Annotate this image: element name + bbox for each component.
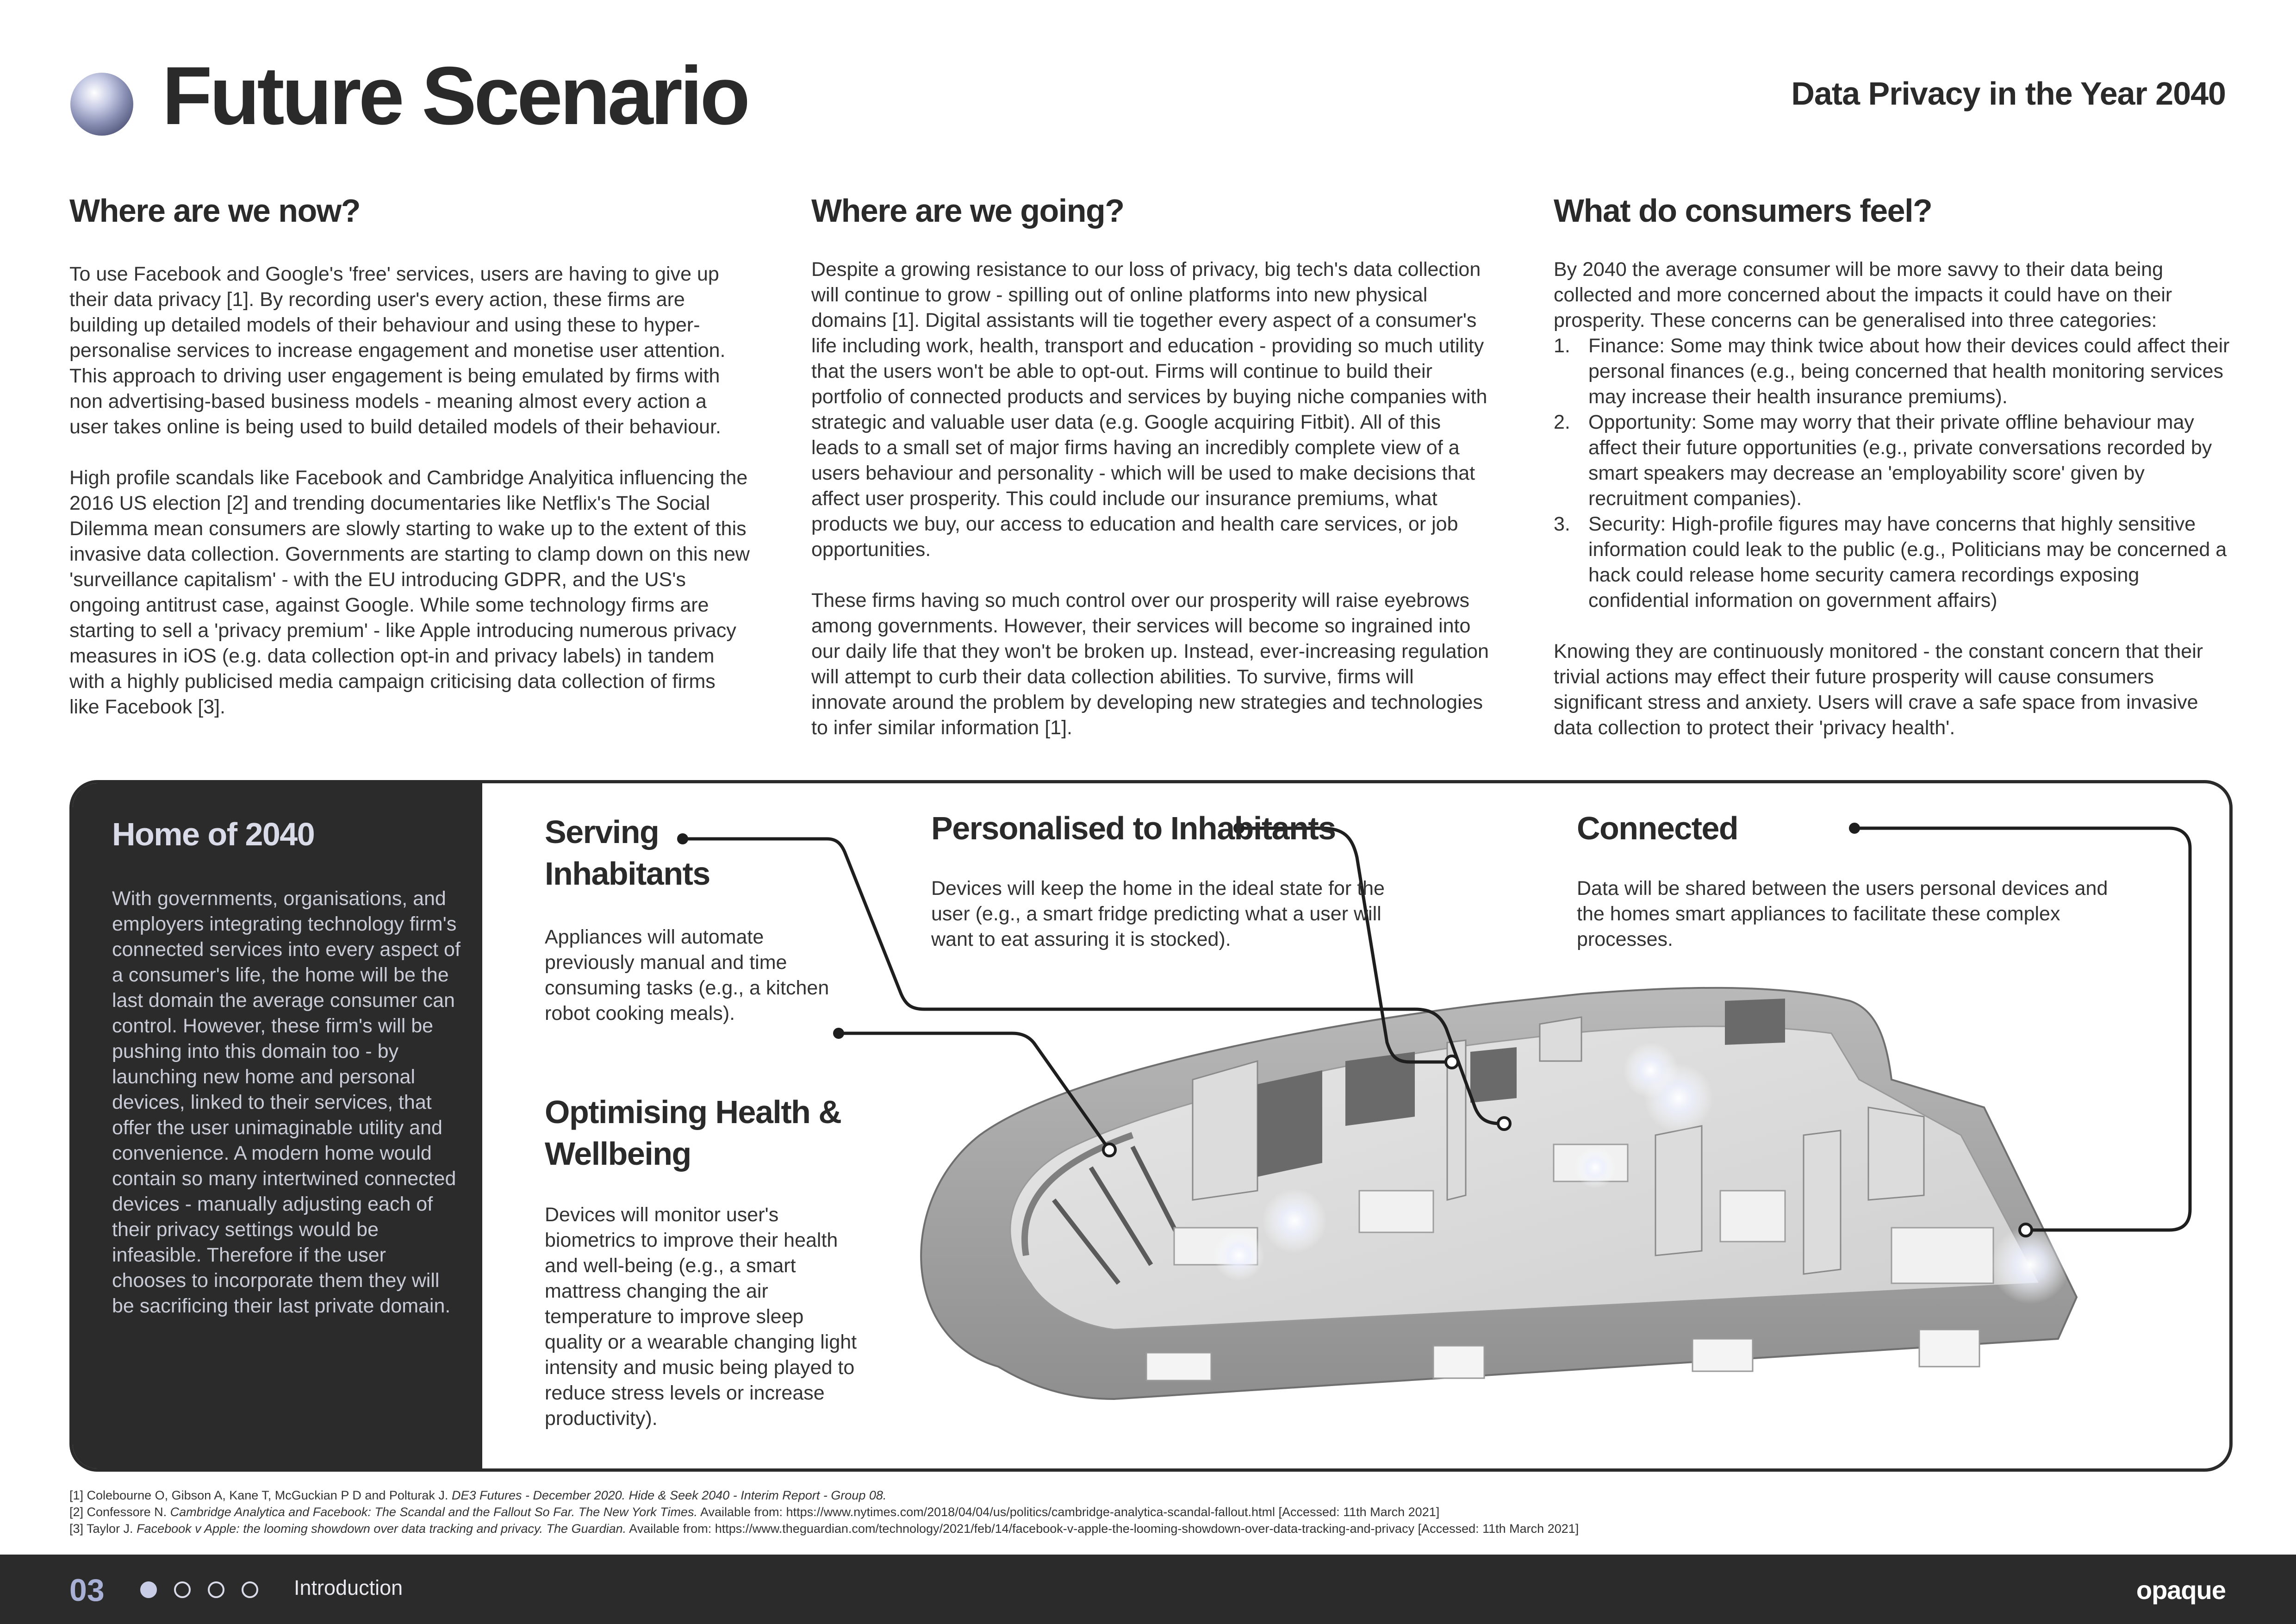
paragraph: Despite a growing resistance to our loss of privacy, big tech's data collection will continue to grow - spilling out of online platforms into new physical domains [1]. Digital assistants will tie together every aspect of a consumer's life including work, health, transport and education - providing so much utility that the users won't be able to opt-out. Firms will continue to build their portfolio of connected products and services by buying niche companies with strategic and valuable user data (e.g. Google acquiring Fitbit). All of this leads to a small set of major firms having an incredibly complete view of a users behaviour and personality - which will be used to make decisions that affect user prosperity. This could include our insurance premiums, what products we buy, our access to education and health care services, or job opportunities. bbox=[811, 258, 1487, 561]
paragraph: High profile scandals like Facebook and Cambridge Analyitica influencing the 2016 US election [2] and trending documentaries like Netflix's The Social Dilemma mean consumers are slowly starting to wake up to the extent of this invasive data collection. Governments are starting to clamp down on this new 'surveillance capitalism' - with the EU introducing GDPR, and the US's ongoing antitrust case, against Google. While some technology firms are starting to sell a 'privacy premium' - like Apple introducing numerous privacy measures in iOS (e.g. data collection opt-in and privacy labels) in tandem with a highly publicised media campaign criticising data collection of firms like Facebook [3]. bbox=[69, 467, 750, 718]
reference-item: [1] Colebourne O, Gibson A, Kane T, McGuckian P D and Polturak J. DE3 Futures - December 2020. Hide & Seek 2040 - Interim Report - Group 08. bbox=[69, 1488, 887, 1502]
paragraph: Knowing they are continuously monitored - the constant concern that their trivial actions may effect their future prosperity will cause consumers significant stress and anxiety. Users will crave a safe space from invasive data collection to protect their 'privacy health'. bbox=[1554, 640, 2203, 739]
list-item: 3. Security: High-profile figures may have concerns that highly sensitive information could leak to the public (e.g., Politicians may be concerned a hack could release home security camera recordings exposing confidential information on government affairs) bbox=[1554, 513, 2227, 612]
column-body-feel bbox=[1554, 257, 2234, 741]
feature-body-personalised: Devices will keep the home in the ideal state for the user (e.g., a smart fridge predicting what a user will want to eat assuring it is stocked). bbox=[931, 877, 1385, 950]
reference-item: [3] Taylor J. Facebook v Apple: the looming showdown over data tracking and privacy. The Guardian. Available from: https://www.theguardian.com/technology/2021/feb/14/facebook-v-apple-the-looming-showdown-over-data-tracking-and-privacy [Accessed: 11th March 2021] bbox=[69, 1522, 1579, 1536]
home-description: With governments, organisations, and employers integrating technology firm's connected services into every aspect of a consumer's life, the home will be the last domain the average consumer can control. However, these firm's will be pushing into this domain too - by launching new home and personal devices, linked to their services, that offer the user unimaginable utility and convenience. A modern home would contain so many intertwined connected devices - manually adjusting each of their privacy settings would be infeasible. Therefore if the user chooses to incorporate them they will be sacrificing their last private domain. bbox=[112, 887, 460, 1317]
page-subtitle: Data Privacy in the Year 2040 bbox=[1791, 75, 2226, 112]
progress-dot[interactable] bbox=[242, 1581, 258, 1598]
feature-title-serving: Serving Inhabitants bbox=[545, 814, 710, 892]
feature-body-connected: Data will be shared between the users personal devices and the homes smart appliances to facilitate these complex processes. bbox=[1577, 877, 2108, 950]
list-item: 1. Finance: Some may think twice about how their devices could affect their personal finances (e.g., being concerned that health monitoring services may increase their health insurance premiums). bbox=[1554, 335, 2230, 408]
progress-dot[interactable] bbox=[174, 1581, 191, 1598]
page-title: Future Scenario bbox=[162, 50, 748, 142]
column-body-going bbox=[811, 257, 1492, 766]
orb-logo-icon bbox=[69, 72, 134, 137]
concern-list bbox=[1554, 333, 2234, 613]
references bbox=[69, 1487, 1579, 1537]
feature-title-personalised: Personalised to Inhabitants bbox=[931, 810, 1336, 846]
feature-body-serving: Appliances will automate previously manual and time consuming tasks (e.g., a kitchen robot cooking meals). bbox=[545, 926, 829, 1024]
feature-title-connected: Connected bbox=[1577, 810, 1738, 846]
reference-item: [2] Confessore N. Cambridge Analytica and Facebook: The Scandal and the Fallout So Far. The New York Times. Available from: https://www.nytimes.com/2018/04/04/us/politics/cambridge-analytica-scandal-fallout.html [Accessed: 11th March 2021] bbox=[69, 1505, 1440, 1519]
column-heading-feel: What do consumers feel? bbox=[1554, 193, 1932, 229]
feature-title-optimising: Optimising Health & Wellbeing bbox=[545, 1094, 841, 1172]
progress-dot[interactable] bbox=[208, 1581, 224, 1598]
section-label: Introduction bbox=[294, 1576, 403, 1599]
paragraph: To use Facebook and Google's 'free' services, users are having to give up their data privacy [1]. By recording user's every action, these firms are building up detailed models of their behaviour and using these to hyper-personalise services to increase engagement and monetise user attention. This approach to driving user engagement is being emulated by firms with non advertising-based business models - meaning almost every action a user takes online is being used to build detailed models of their behaviour. bbox=[69, 263, 726, 438]
column-body-now bbox=[69, 262, 750, 745]
house-model bbox=[921, 988, 2077, 1399]
paragraph: These firms having so much control over our prosperity will raise eyebrows among governments. However, their services will become so ingrained into our daily life that they won't be broken up. Instead, ever-increasing regulation will attempt to curb their data collection abilities. To survive, firms will innovate around the problem by developing new strategies and technologies to infer similar information [1]. bbox=[811, 589, 1489, 739]
footer-bar bbox=[0, 1555, 2296, 1624]
home-2040-panel bbox=[69, 780, 2233, 1472]
column-heading-going: Where are we going? bbox=[811, 193, 1124, 229]
brand-logo: opaque bbox=[2136, 1575, 2226, 1605]
list-item: 2. Opportunity: Some may worry that their private offline behaviour may affect their future opportunities (e.g., private conversations recorded by smart speakers may decrease an 'employability score' given by recruitment companies). bbox=[1554, 411, 2212, 510]
progress-dot-active[interactable] bbox=[140, 1581, 157, 1598]
page-number: 03 bbox=[69, 1573, 105, 1608]
column-heading-now: Where are we now? bbox=[69, 193, 360, 229]
home-title: Home of 2040 bbox=[112, 816, 315, 852]
feature-body-optimising: Devices will monitor user's biometrics to improve their health and well-being (e.g., a smart mattress changing the air temperature to improve sleep quality or a wearable changing light intensity and music being played to reduce stress levels or increase productivity). bbox=[545, 1204, 857, 1430]
paragraph: By 2040 the average consumer will be more savvy to their data being collected and more concerned about the impacts it could have on their prosperity. These concerns can be generalised into three categories: bbox=[1554, 258, 2172, 331]
